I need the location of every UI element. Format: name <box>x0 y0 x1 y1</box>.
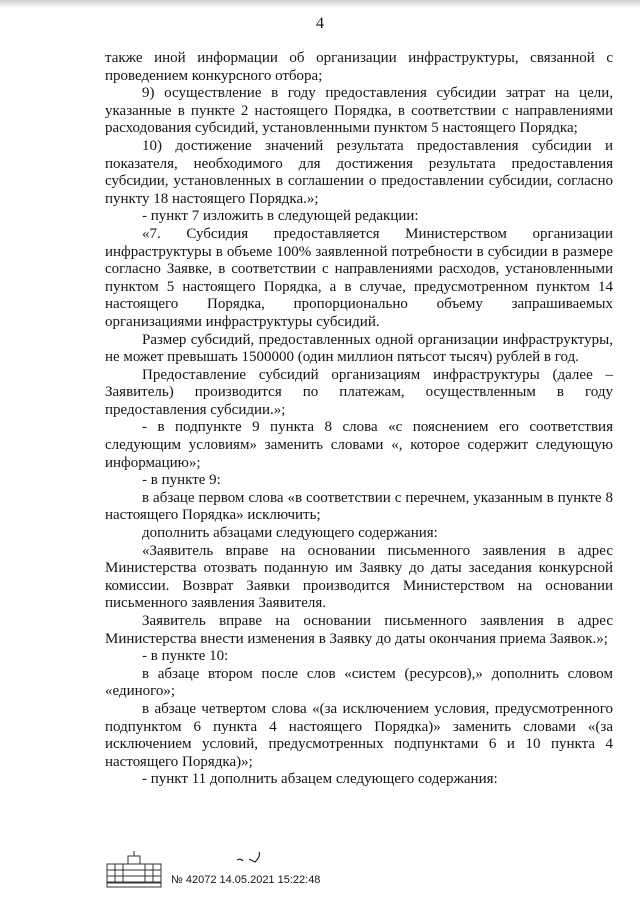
paragraph: «7. Субсидия предоставляется Министерством организации инфраструктуры в объеме 100% заявленной потребности в субсидии в размере согласно Заявке, в соответствии с направлениями расходов, установленными пунктом 5 настоящего Порядка, а в случае, предусмотренном пунктом 14 настоящего Порядка, пропорционально объему запрашиваемых организациями инфраструктуры субсидий. <box>105 225 613 330</box>
paragraph: 10) достижение значений результата предоставления субсидии и показателя, необходимого для достижения результата предоставления субсидии, установленных в соглашении о предоставлении субсидии, согласно пункту 18 настоящего Порядка.»; <box>105 137 613 207</box>
paragraph: - пункт 7 изложить в следующей редакции: <box>142 208 419 225</box>
paragraph: - в пункте 9: <box>142 472 221 489</box>
paragraph: Заявитель вправе на основании письменного заявления в адрес Министерства внести изменения в Заявку до даты окончания приема Заявок.»; <box>105 613 613 647</box>
scan-edge-shadow <box>0 0 640 8</box>
paragraph: в абзаце четвертом слова «(за исключением условия, предусмотренного подпунктом 6 пункта 4 настоящего Порядка)» заменить словами «(за исключением условий, предусмотренных подпунктами 6 и 10 пункта 4 настоящего Порядка)»; <box>105 700 613 770</box>
paragraph: также иной информации об организации инфраструктуры, связанной с проведением конкурсного отбора; <box>105 50 613 84</box>
page-number: 4 <box>316 15 324 32</box>
registration-stamp: № 42072 14.05.2021 15:22:48 <box>171 874 321 886</box>
paragraph: - пункт 11 дополнить абзацем следующего содержания: <box>142 771 498 788</box>
paragraph: в абзаце первом слова «в соответствии с перечнем, указанным в пункте 8 настоящего Порядка» исключить; <box>105 489 613 524</box>
paragraph: Размер субсидий, предоставленных одной организации инфраструктуры, не может превышать 1500000 (один миллион пятьсот тысяч) рублей в год. <box>105 331 613 366</box>
paragraph: дополнить абзацами следующего содержания: <box>142 525 438 542</box>
paragraph: - в пункте 10: <box>142 648 229 665</box>
paragraph: Предоставление субсидий организациям инфраструктуры (далее – Заявитель) производится по платежам, осуществленным в году предоставления субсидии.»; <box>105 366 613 418</box>
paragraph: - в подпункте 9 пункта 8 слова «с пояснением его соответствия следующим условиям» заменить словами «, которое содержит следующую информацию»; <box>105 419 613 471</box>
document-footer <box>105 850 405 890</box>
document-body <box>105 50 613 789</box>
paragraph: «Заявитель вправе на основании письменного заявления в адрес Министерства отозвать поданную им Заявку до даты заседания конкурсной комиссии. Возврат Заявки производится Министерством на основании письменного заявления Заявителя. <box>105 542 613 612</box>
paragraph: 9) осуществление в году предоставления субсидии затрат на цели, указанные в пункте 2 настоящего Порядка, в соответствии с направлениями расходования субсидий, установленными пунктом 5 настоящего Порядка; <box>105 85 613 137</box>
building-seal-icon <box>105 850 163 888</box>
paragraph: в абзаце втором после слов «систем (ресурсов),» дополнить словом «единого»; <box>105 665 613 700</box>
signature-mark-icon <box>235 850 275 866</box>
